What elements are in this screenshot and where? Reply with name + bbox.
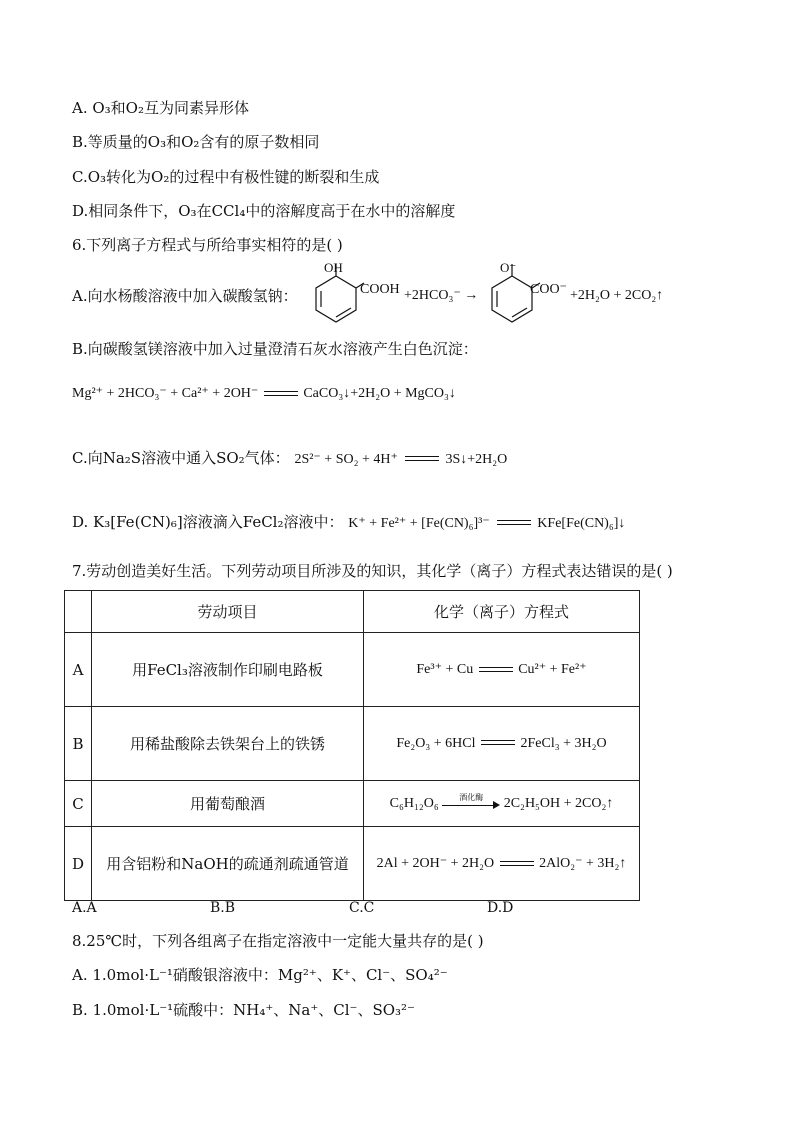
equals-sign [500, 860, 534, 868]
q6-d-eq-right: KFe[Fe(CN)₆]↓ [537, 516, 626, 531]
row-key: A [65, 633, 92, 707]
table-header-cell: 化学（离子）方程式 [364, 591, 640, 633]
catalyst-label: 酒化酶 [459, 793, 484, 803]
eq-right: Cu²⁺ + Fe²⁺ [518, 662, 587, 677]
q6-option-a-text: A.向水杨酸溶液中加入碳酸氢钠： [72, 287, 298, 305]
q6-option-c [72, 448, 507, 470]
eq-right: 2FeCl₃ + 3H₂O [520, 735, 607, 751]
table-header-cell: 劳动项目 [92, 591, 364, 633]
q5-option-a: A. O₃和O₂互为同素异形体 [72, 99, 249, 117]
eq-left: 2Al + 2OH⁻ + 2H₂O [376, 856, 495, 871]
table-row [65, 707, 640, 781]
q6-stem: 6.下列离子方程式与所给事实相符的是( ) [72, 236, 343, 254]
equals-sign [479, 666, 513, 674]
row-equation [364, 707, 640, 781]
q6-o-minus-label: O⁻ [500, 260, 517, 275]
row-equation [364, 827, 640, 901]
q6-c-eq-right: 3S↓+2H₂O [445, 452, 508, 467]
equals-sign [264, 390, 298, 398]
row-equation [364, 633, 640, 707]
row-key: D [65, 827, 92, 901]
q6-b-eq-right: CaCO₃↓+2H₂O + MgCO₃↓ [303, 386, 456, 401]
eq-left: Fe³⁺ + Cu [416, 662, 474, 677]
q6-b-equation [72, 384, 456, 404]
eq-left: Fe₂O₃ + 6HCl [396, 735, 476, 751]
equals-sign [497, 519, 531, 527]
table-header-row [65, 591, 640, 633]
q6-d-eq-left: K⁺ + Fe²⁺ + [Fe(CN)₆]³⁻ [348, 516, 490, 531]
eq-right: 2AlO₂⁻ + 3H₂↑ [539, 856, 627, 871]
q7-choice-d: D.D [487, 900, 514, 916]
q6-cooh-label: COOH [360, 282, 400, 297]
q6-c-eq-left: 2S²⁻ + SO₂ + 4H⁺ [294, 452, 398, 467]
row-equation [364, 781, 640, 827]
table-row [65, 827, 640, 901]
q6-b-eq-left: Mg²⁺ + 2HCO₃⁻ + Ca²⁺ + 2OH⁻ [72, 386, 259, 401]
q6-coo-label: COO⁻ [530, 282, 567, 297]
q6-d-text: D. K₃[Fe(CN)₆]溶液滴入FeCl₂溶液中： [72, 513, 344, 531]
q7-choice-a: A.A [72, 900, 97, 916]
equals-sign [405, 455, 439, 463]
q6-a-end: +2H₂O + 2CO₂↑ [570, 288, 664, 303]
row-item: 用FeCl₃溶液制作印刷电路板 [92, 633, 364, 707]
q8-stem: 8.25℃时，下列各组离子在指定溶液中一定能大量共存的是( ) [72, 932, 484, 950]
q7-choice-c: C.C [349, 900, 375, 916]
eq-right: 2C₂H₅OH + 2CO₂↑ [503, 795, 614, 811]
row-item: 用葡萄酿酒 [92, 781, 364, 827]
q8-option-a: A. 1.0mol·L⁻¹硝酸银溶液中：Mg²⁺、K⁺、Cl⁻、SO₄²⁻ [72, 966, 448, 984]
q6-oh-label: OH [324, 260, 343, 275]
q6-c-text: C.向Na₂S溶液中通入SO₂气体： [72, 449, 290, 467]
row-item: 用稀盐酸除去铁架台上的铁锈 [92, 707, 364, 781]
q5-option-c: C.O₃转化为O₂的过程中有极性键的断裂和生成 [72, 168, 380, 186]
table-header-cell [65, 591, 92, 633]
table-row [65, 633, 640, 707]
q6-a-middle: +2HCO₃⁻ → [404, 288, 479, 303]
q8-option-b: B. 1.0mol·L⁻¹硫酸中：NH₄⁺、Na⁺、Cl⁻、SO₃²⁻ [72, 1001, 415, 1019]
q5-option-d: D.相同条件下，O₃在CCl₄中的溶解度高于在水中的溶解度 [72, 202, 456, 220]
row-item: 用含铝粉和NaOH的疏通剂疏通管道 [92, 827, 364, 901]
row-key: C [65, 781, 92, 827]
q7-choice-b: B.B [210, 900, 236, 916]
q7-table [64, 590, 640, 901]
q5-option-b: B.等质量的O₃和O₂含有的原子数相同 [72, 133, 320, 151]
q7-stem: 7.劳动创造美好生活。下列劳动项目所涉及的知识，其化学（离子）方程式表达错误的是( ) [72, 562, 673, 580]
catalyst-arrow [442, 793, 500, 810]
row-key: B [65, 707, 92, 781]
table-row [65, 781, 640, 827]
q6-option-b-text: B.向碳酸氢镁溶液中加入过量澄清石灰水溶液产生白色沉淀： [72, 340, 478, 358]
q6-option-d [72, 512, 625, 534]
eq-left: C₆H₁₂O₆ [389, 795, 439, 811]
equals-sign [481, 739, 515, 747]
